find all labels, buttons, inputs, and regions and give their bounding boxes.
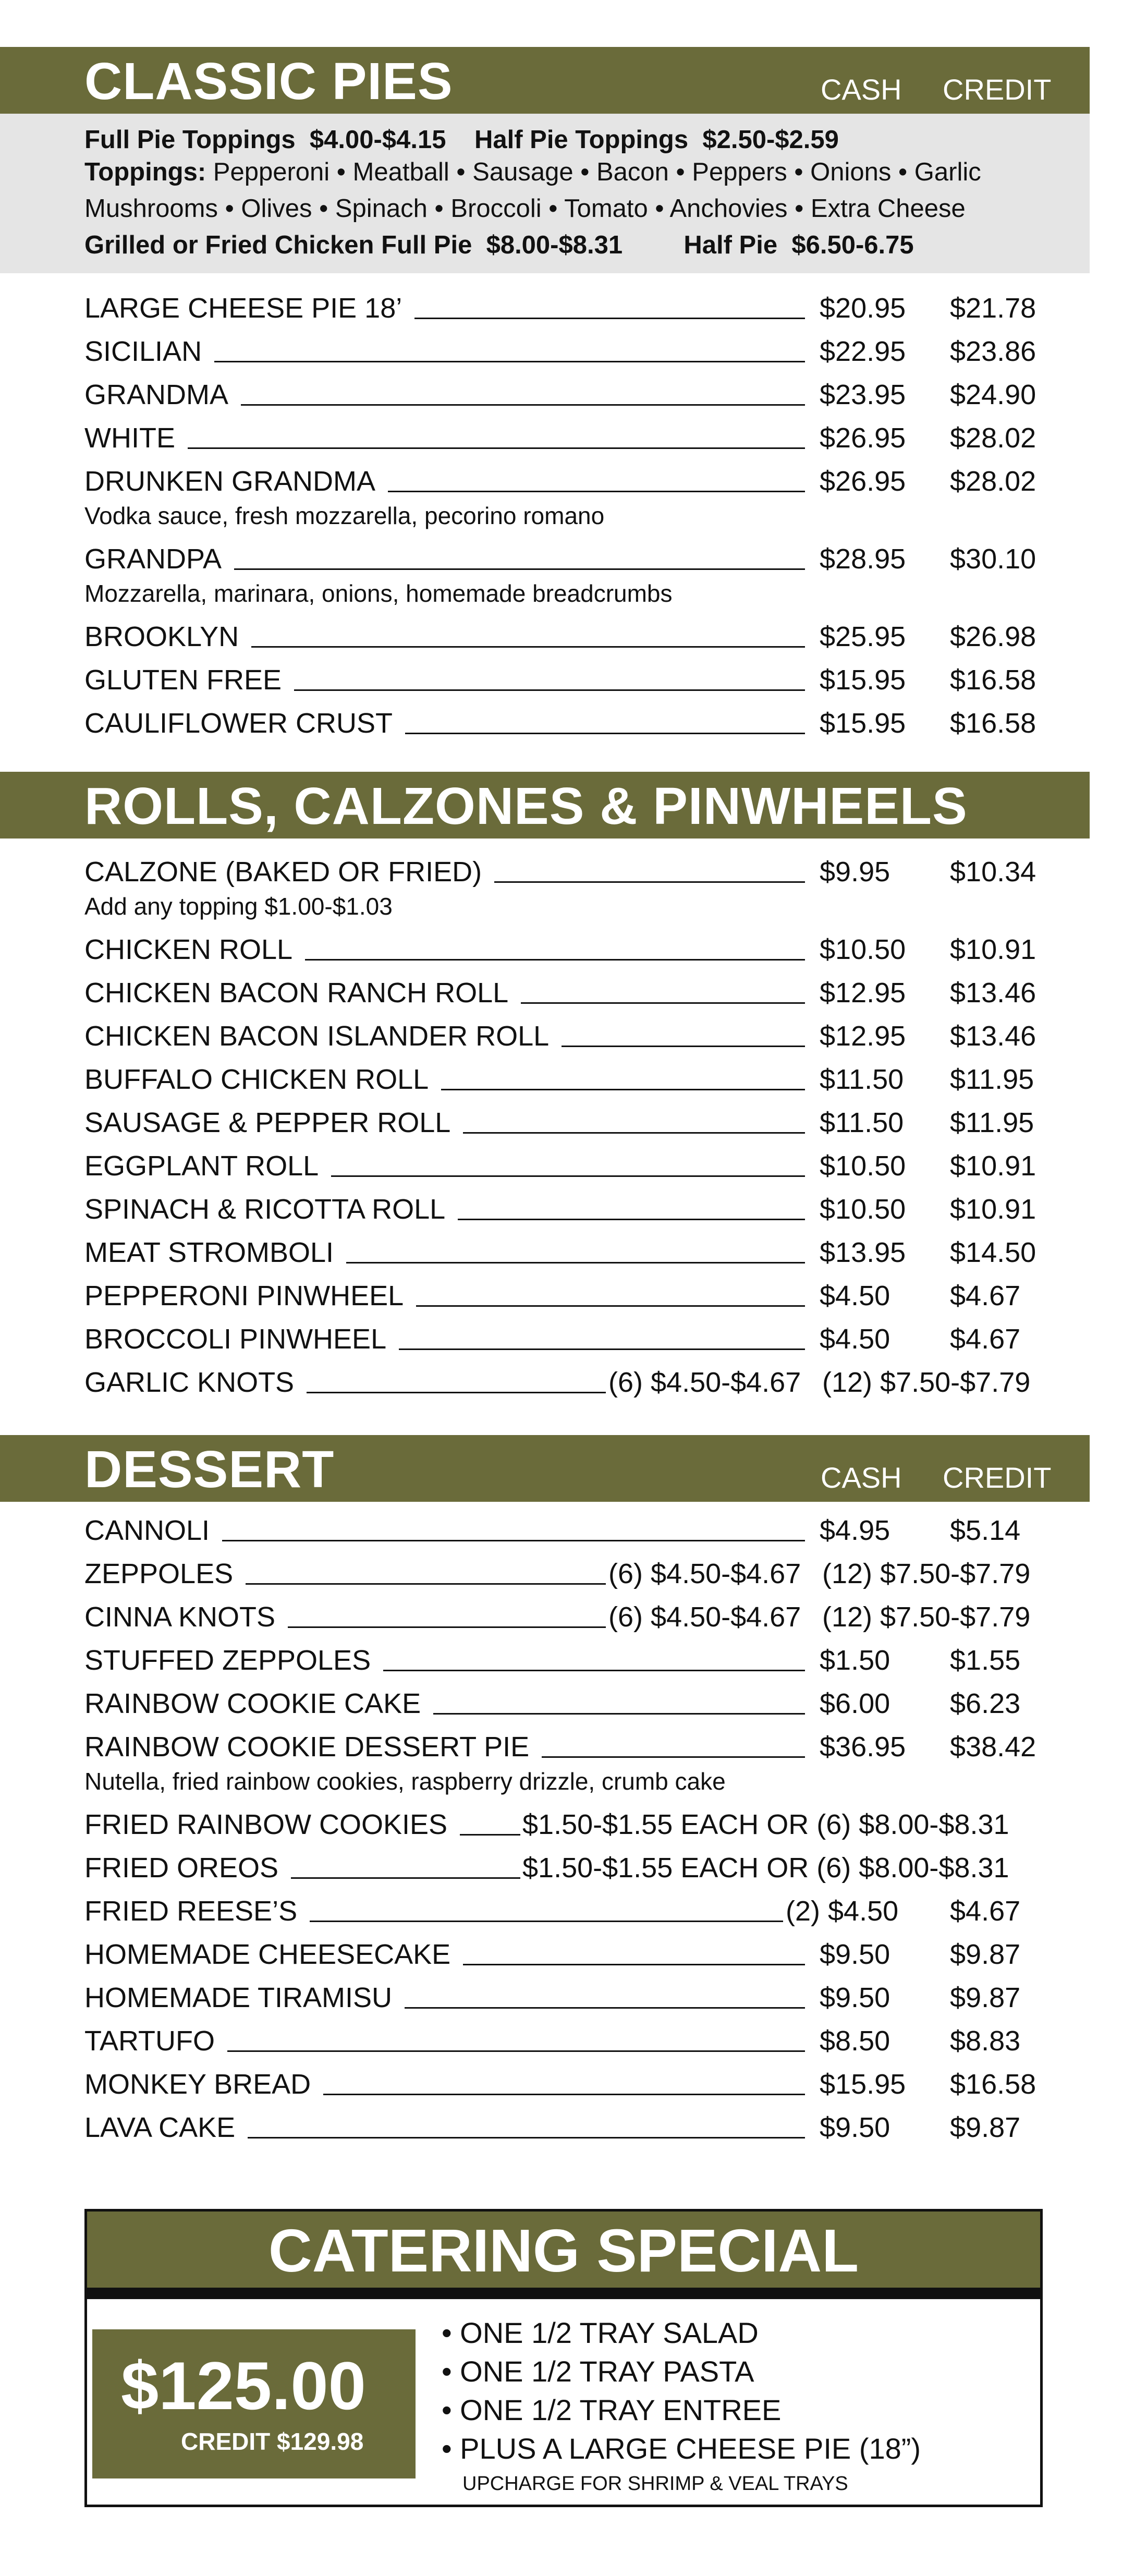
leader-line xyxy=(227,2050,805,2052)
menu-item-row xyxy=(84,1148,1090,1184)
menu-item-row xyxy=(84,1321,1090,1357)
dessert-header xyxy=(0,1435,1090,1502)
catering-bullets xyxy=(442,2314,921,2468)
menu-item-row xyxy=(84,1104,1090,1141)
item-price-credit: $11.95 xyxy=(950,1064,1034,1095)
item-price-cash: $23.95 xyxy=(820,379,906,410)
menu-item-row xyxy=(84,1642,1090,1679)
leader-line xyxy=(188,447,805,449)
leader-line xyxy=(305,959,805,961)
rolls-header xyxy=(0,772,1090,839)
half-pie-toppings-price: $2.50-$2.59 xyxy=(702,126,839,154)
item-name: DRUNKEN GRANDMA xyxy=(84,466,376,497)
menu-item-row xyxy=(84,1936,1090,1973)
item-price-cash: $15.95 xyxy=(820,664,906,696)
menu-item-row xyxy=(84,705,1090,742)
leader-line xyxy=(405,733,805,734)
item-name: RAINBOW COOKIE DESSERT PIE xyxy=(84,1731,530,1763)
menu-item-row xyxy=(84,1806,1090,1843)
item-name: BROOKLYN xyxy=(84,621,239,652)
item-price-cash: $4.50 xyxy=(820,1280,890,1311)
catering-credit-price: CREDIT $129.98 xyxy=(181,2428,364,2455)
item-price-credit: $23.86 xyxy=(950,336,1036,367)
menu-item-row xyxy=(84,1685,1090,1722)
toppings-list-1: Pepperoni • Meatball • Sausage • Bacon • Peppers • Onions • Garlic xyxy=(213,158,981,186)
item-name: STUFFED ZEPPOLES xyxy=(84,1645,371,1676)
menu-item-row xyxy=(84,1364,1090,1401)
leader-line xyxy=(460,1834,520,1836)
chicken-half-label: Half Pie xyxy=(684,231,778,259)
classic-pies-header xyxy=(0,47,1090,114)
item-price-credit: $28.02 xyxy=(950,422,1036,454)
menu-item-row xyxy=(84,333,1090,370)
chicken-half-price: $6.50-6.75 xyxy=(791,231,914,259)
item-price-cash: $10.50 xyxy=(820,934,906,965)
item-price-cash: $12.95 xyxy=(820,1020,906,1052)
item-price-cash: $4.95 xyxy=(820,1515,890,1546)
item-price-credit: $21.78 xyxy=(950,293,1036,324)
menu-item-row xyxy=(84,662,1090,698)
full-pie-toppings-label: Full Pie Toppings xyxy=(84,126,296,154)
leader-line xyxy=(310,1921,783,1922)
catering-bullet: • ONE 1/2 TRAY ENTREE xyxy=(442,2393,782,2426)
item-price-credit: $6.23 xyxy=(950,1688,1021,1719)
item-price-credit: $16.58 xyxy=(950,708,1036,739)
item-price-cash: $26.95 xyxy=(820,466,906,497)
leader-line xyxy=(323,2094,805,2095)
item-price-credit: $4.67 xyxy=(950,1280,1021,1311)
item-price-cash: $20.95 xyxy=(820,293,906,324)
chicken-line xyxy=(84,229,914,261)
item-name: CANNOLI xyxy=(84,1515,210,1546)
leader-line xyxy=(214,361,805,362)
item-price-credit: $10.34 xyxy=(950,856,1036,888)
item-price-cash: $9.50 xyxy=(820,1982,890,2013)
item-price-credit: $9.87 xyxy=(950,1939,1021,1970)
credit-column-label: CREDIT xyxy=(943,1461,1052,1494)
catering-note: UPCHARGE FOR SHRIMP & VEAL TRAYS xyxy=(462,2473,848,2495)
leader-line xyxy=(241,404,805,406)
item-name: CHICKEN BACON ISLANDER ROLL xyxy=(84,1020,550,1052)
item-name: BUFFALO CHICKEN ROLL xyxy=(84,1064,429,1095)
menu-item-row xyxy=(84,1893,1090,1929)
chicken-full-label: Grilled or Fried Chicken Full Pie xyxy=(84,231,472,259)
item-price-cash: $9.95 xyxy=(820,856,890,888)
item-price-cash: $4.50 xyxy=(820,1323,890,1355)
item-price-large-qty: (12) $7.50-$7.79 xyxy=(822,1367,1031,1398)
leader-line xyxy=(494,881,805,883)
item-description: Vodka sauce, fresh mozzarella, pecorino romano xyxy=(84,502,605,529)
leader-line xyxy=(251,646,805,648)
leader-line xyxy=(521,1002,805,1004)
catering-price: $125.00 xyxy=(121,2348,366,2424)
item-name: FRIED REESE’S xyxy=(84,1895,298,1927)
item-price-credit: $30.10 xyxy=(950,543,1036,575)
item-price-small-qty: (6) $4.50-$4.67 xyxy=(608,1367,801,1398)
item-price-each-or-six: $1.50-$1.55 EACH OR (6) $8.00-$8.31 xyxy=(522,1852,1009,1884)
item-name: FRIED OREOS xyxy=(84,1852,279,1884)
menu-item-row xyxy=(84,1979,1090,2016)
item-name: GARLIC KNOTS xyxy=(84,1367,295,1398)
item-name: LAVA CAKE xyxy=(84,2112,236,2143)
item-price-credit: $5.14 xyxy=(950,1515,1021,1546)
menu-item-row xyxy=(84,1512,1090,1549)
leader-line xyxy=(416,1305,805,1307)
leader-line xyxy=(463,1132,805,1134)
leader-line xyxy=(307,1392,606,1393)
item-price-large-qty: (12) $7.50-$7.79 xyxy=(822,1558,1031,1589)
item-name: HOMEMADE TIRAMISU xyxy=(84,1982,393,2013)
toppings-list-2: Mushrooms • Olives • Spinach • Broccoli • Tomato • Anchovies • Extra Cheese xyxy=(84,195,966,223)
toppings-box xyxy=(0,114,1090,273)
item-price-credit: $24.90 xyxy=(950,379,1036,410)
leader-line xyxy=(294,689,805,691)
item-price-cash: $26.95 xyxy=(820,422,906,454)
item-name: SPINACH & RICOTTA ROLL xyxy=(84,1194,446,1225)
item-price-cash: $9.50 xyxy=(820,2112,890,2143)
item-price-credit: $26.98 xyxy=(950,621,1036,652)
item-price-cash: $11.50 xyxy=(820,1064,904,1095)
menu-item-row xyxy=(84,618,1090,655)
item-price-credit: $4.67 xyxy=(950,1323,1021,1355)
half-pie-toppings-label: Half Pie Toppings xyxy=(474,126,689,154)
leader-line xyxy=(414,318,805,319)
menu-item-row xyxy=(84,1061,1090,1098)
item-price-each-or-six: $1.50-$1.55 EACH OR (6) $8.00-$8.31 xyxy=(522,1809,1009,1840)
item-price-credit: $28.02 xyxy=(950,466,1036,497)
catering-bullet: • ONE 1/2 TRAY SALAD xyxy=(442,2316,759,2349)
item-name: MONKEY BREAD xyxy=(84,2069,311,2100)
leader-line xyxy=(246,1583,606,1585)
leader-line xyxy=(234,568,805,570)
cash-column-label: CASH xyxy=(821,73,902,106)
item-price-credit: $9.87 xyxy=(950,2112,1021,2143)
menu-item-row xyxy=(84,290,1090,326)
item-price-cash: $10.50 xyxy=(820,1150,906,1182)
item-price-cash: (2) $4.50 xyxy=(786,1895,899,1927)
leader-line xyxy=(346,1262,805,1263)
menu-item-row xyxy=(84,463,1090,500)
item-price-cash: $13.95 xyxy=(820,1237,906,1268)
item-name: CALZONE (BAKED OR FRIED) xyxy=(84,856,482,888)
item-name: FRIED RAINBOW COOKIES xyxy=(84,1809,448,1840)
chicken-full-price: $8.00-$8.31 xyxy=(486,231,623,259)
item-price-cash: $15.95 xyxy=(820,2069,906,2100)
catering-price-box xyxy=(92,2329,416,2478)
item-description: Nutella, fried rainbow cookies, raspberry drizzle, crumb cake xyxy=(84,1768,726,1795)
item-name: LARGE CHEESE PIE 18’ xyxy=(84,293,402,324)
item-price-small-qty: (6) $4.50-$4.67 xyxy=(608,1558,801,1589)
item-description: Add any topping $1.00-$1.03 xyxy=(84,893,393,920)
item-description: Mozzarella, marinara, onions, homemade breadcrumbs xyxy=(84,580,673,607)
item-price-cash: $1.50 xyxy=(820,1645,890,1676)
item-name: WHITE xyxy=(84,422,175,454)
item-price-small-qty: (6) $4.50-$4.67 xyxy=(608,1601,801,1633)
catering-header xyxy=(87,2212,1040,2299)
item-price-cash: $25.95 xyxy=(820,621,906,652)
item-name: TARTUFO xyxy=(84,2025,215,2057)
item-name: GLUTEN FREE xyxy=(84,664,282,696)
item-price-cash: $11.50 xyxy=(820,1107,904,1138)
catering-bullet: • ONE 1/2 TRAY PASTA xyxy=(442,2355,754,2388)
item-price-credit: $1.55 xyxy=(950,1645,1021,1676)
item-name: CHICKEN BACON RANCH ROLL xyxy=(84,977,509,1008)
item-name: SAUSAGE & PEPPER ROLL xyxy=(84,1107,451,1138)
catering-title: CATERING SPECIAL xyxy=(268,2217,859,2285)
menu-item-row xyxy=(84,2066,1090,2103)
menu-item-row xyxy=(84,541,1090,577)
catering-bullet: • PLUS A LARGE CHEESE PIE (18”) xyxy=(442,2432,921,2465)
item-price-credit: $14.50 xyxy=(950,1237,1036,1268)
item-name: CHICKEN ROLL xyxy=(84,934,293,965)
menu-item-row xyxy=(84,1556,1090,1592)
menu-item-row xyxy=(84,1599,1090,1635)
leader-line xyxy=(458,1219,805,1220)
item-price-cash: $36.95 xyxy=(820,1731,906,1763)
menu-item-row xyxy=(84,931,1090,968)
item-name: ZEPPOLES xyxy=(84,1558,234,1589)
item-price-credit: $8.83 xyxy=(950,2025,1021,2057)
leader-line xyxy=(291,1877,520,1879)
item-price-credit: $13.46 xyxy=(950,977,1036,1008)
leader-line xyxy=(288,1626,606,1628)
menu-item-row xyxy=(84,420,1090,456)
menu-item-row xyxy=(84,1729,1090,1765)
section-title: DESSERT xyxy=(84,1440,335,1499)
credit-column-label: CREDIT xyxy=(943,73,1052,106)
leader-line xyxy=(405,2007,805,2009)
item-name: SICILIAN xyxy=(84,336,202,367)
item-price-cash: $9.50 xyxy=(820,1939,890,1970)
item-name: EGGPLANT ROLL xyxy=(84,1150,319,1182)
item-name: PEPPERONI PINWHEEL xyxy=(84,1280,404,1311)
item-price-cash: $28.95 xyxy=(820,543,906,575)
section-title: CLASSIC PIES xyxy=(84,52,453,111)
cash-column-label: CASH xyxy=(821,1461,902,1494)
item-price-large-qty: (12) $7.50-$7.79 xyxy=(822,1601,1031,1633)
topping-prices-line xyxy=(84,124,839,155)
item-price-credit: $9.87 xyxy=(950,1982,1021,2013)
leader-line xyxy=(399,1348,805,1350)
leader-line xyxy=(222,1540,805,1541)
item-price-credit: $10.91 xyxy=(950,1194,1036,1225)
toppings-list-label: Toppings: xyxy=(84,158,206,186)
item-price-credit: $16.58 xyxy=(950,2069,1036,2100)
menu-item-row xyxy=(84,2109,1090,2146)
item-price-cash: $10.50 xyxy=(820,1194,906,1225)
menu-item-row xyxy=(84,376,1090,413)
item-name: CINNA KNOTS xyxy=(84,1601,276,1633)
item-name: GRANDMA xyxy=(84,379,229,410)
leader-line xyxy=(388,491,805,492)
item-name: MEAT STROMBOLI xyxy=(84,1237,334,1268)
item-price-cash: $22.95 xyxy=(820,336,906,367)
menu-item-row xyxy=(84,975,1090,1011)
item-price-credit: $13.46 xyxy=(950,1020,1036,1052)
menu-item-row xyxy=(84,1850,1090,1886)
item-price-credit: $38.42 xyxy=(950,1731,1036,1763)
item-price-credit: $10.91 xyxy=(950,1150,1036,1182)
leader-line xyxy=(433,1713,805,1715)
item-price-credit: $11.95 xyxy=(950,1107,1034,1138)
item-name: RAINBOW COOKIE CAKE xyxy=(84,1688,421,1719)
menu-item-row xyxy=(84,854,1090,890)
full-pie-toppings-price: $4.00-$4.15 xyxy=(309,126,446,154)
toppings-list-line-1 xyxy=(84,156,981,188)
item-price-cash: $8.50 xyxy=(820,2025,890,2057)
menu-item-row xyxy=(84,2023,1090,2059)
menu-item-row xyxy=(84,1278,1090,1314)
item-name: GRANDPA xyxy=(84,543,222,575)
section-title: ROLLS, CALZONES & PINWHEELS xyxy=(84,777,968,835)
leader-line xyxy=(248,2137,805,2138)
menu-item-row xyxy=(84,1191,1090,1228)
leader-line xyxy=(331,1175,805,1177)
leader-line xyxy=(441,1089,805,1090)
leader-line xyxy=(383,1670,805,1671)
item-price-credit: $10.91 xyxy=(950,934,1036,965)
item-price-cash: $12.95 xyxy=(820,977,906,1008)
leader-line xyxy=(542,1756,805,1758)
item-name: HOMEMADE CHEESECAKE xyxy=(84,1939,451,1970)
leader-line xyxy=(463,1964,805,1965)
menu-item-row xyxy=(84,1234,1090,1271)
item-name: BROCCOLI PINWHEEL xyxy=(84,1323,387,1355)
item-price-cash: $6.00 xyxy=(820,1688,890,1719)
item-price-credit: $16.58 xyxy=(950,664,1036,696)
item-name: CAULIFLOWER CRUST xyxy=(84,708,393,739)
leader-line xyxy=(562,1046,805,1047)
item-price-cash: $15.95 xyxy=(820,708,906,739)
catering-special-box xyxy=(84,2209,1043,2507)
item-price-credit: $4.67 xyxy=(950,1895,1021,1927)
menu-item-row xyxy=(84,1018,1090,1054)
